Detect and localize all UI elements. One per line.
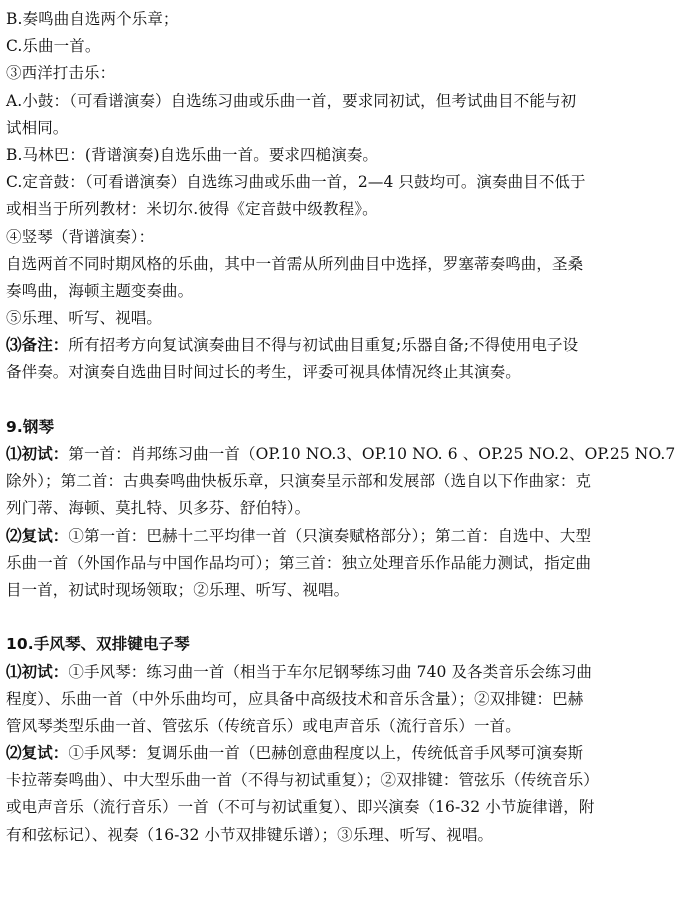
section-heading-piano: 9.钢琴: [6, 417, 55, 436]
retest-text: ①手风琴：复调乐曲一首（巴赫创意曲程度以上，传统低音手风琴可演奏斯: [68, 744, 584, 763]
prelim-text: ①手风琴：练习曲一首（相当于车尔尼钢琴练习曲 740 及各类音乐会练习曲: [68, 662, 592, 681]
note-text: 所有招考方向复试演奏曲目不得与初试曲目重复;乐器自备;不得使用电子设: [68, 336, 579, 355]
text-line: B.奏鸣曲自选两个乐章；: [6, 10, 179, 28]
text-line: 卡拉蒂奏鸣曲）、中大型乐曲一首（不得与初试重复）；②双排键：管弦乐（传统音乐）: [6, 771, 599, 790]
text-line: ③西洋打击乐：: [6, 64, 116, 83]
spacer: [6, 604, 590, 631]
text-line: ⑤乐理、听写、视唱。: [6, 309, 163, 328]
text-line: 目一首，初试时现场领取；②乐理、听写、视唱。: [6, 580, 350, 599]
prelim-label: ⑴初试：: [6, 662, 69, 681]
retest-line: [6, 523, 590, 550]
section-heading-accordion: 10.手风琴、双排键电子琴: [6, 635, 190, 654]
spacer: [6, 387, 590, 414]
text-line: 有和弦标记）、视奏（16-32 小节双排键乐谱）；③乐理、听写、视唱。: [6, 825, 494, 844]
prelim-text: 第一首：肖邦练习曲一首（OP.10 NO.3、OP.10 NO. 6 、OP.25 NO.2、OP.25 NO.7: [68, 445, 675, 463]
text-line: 或电声音乐（流行音乐）一首（不可与初试重复）、即兴演奏（16-32 小节旋律谱，附: [6, 798, 595, 817]
prelim-label: ⑴初试：: [6, 445, 69, 463]
text-line: C.乐曲一首。: [6, 37, 101, 56]
text-line: 或相当于所列教材：米切尔.彼得《定音鼓中级教程》。: [6, 200, 378, 219]
text-line: C.定音鼓：（可看谱演奏）自选练习曲或乐曲一首，2—4 只鼓均可。演奏曲目不低于: [6, 173, 586, 192]
text-line: 管风琴类型乐曲一首、管弦乐（传统音乐）或电声音乐（流行音乐）一首。: [6, 716, 521, 735]
retest-label: ⑵复试：: [6, 744, 69, 763]
text-line: 自选两首不同时期风格的乐曲，其中一首需从所列曲目中选择，罗塞蒂奏鸣曲，圣桑: [6, 254, 584, 273]
prelim-line: [6, 441, 675, 468]
text-line: 除外）；第二首：古典奏鸣曲快板乐章，只演奏呈示部和发展部（选自以下作曲家：克: [6, 472, 592, 491]
text-line: B.马林巴：(背谱演奏)自选乐曲一首。要求四槌演奏。: [6, 145, 379, 164]
text-line: 备伴奏。对演奏自选曲目时间过长的考生，评委可视具体情况终止其演奏。: [6, 363, 521, 382]
retest-label: ⑵复试：: [6, 526, 69, 545]
retest-line: [6, 740, 590, 767]
note-line: [6, 332, 590, 359]
text-line: 试相同。: [6, 118, 69, 137]
text-line: 列门蒂、海顿、莫扎特、贝多芬、舒伯特）。: [6, 499, 311, 518]
retest-text: ①第一首：巴赫十二平均律一首（只演奏赋格部分）；第二首：自选中、大型: [68, 526, 592, 545]
text-line: A.小鼓：（可看谱演奏）自选练习曲或乐曲一首，要求同初试，但考试曲目不能与初: [6, 91, 577, 110]
note-label: ⑶备注：: [6, 336, 69, 355]
prelim-line: [6, 659, 590, 686]
text-line: ④竖琴（背谱演奏）：: [6, 227, 155, 246]
text-line: 奏鸣曲，海顿主题变奏曲。: [6, 281, 194, 300]
text-line: 乐曲一首（外国作品与中国作品均可）；第三首：独立处理音乐作品能力测试，指定曲: [6, 553, 592, 572]
text-line: 程度）、乐曲一首（中外乐曲均可，应具备中高级技术和音乐含量）；②双排键：巴赫: [6, 689, 584, 708]
